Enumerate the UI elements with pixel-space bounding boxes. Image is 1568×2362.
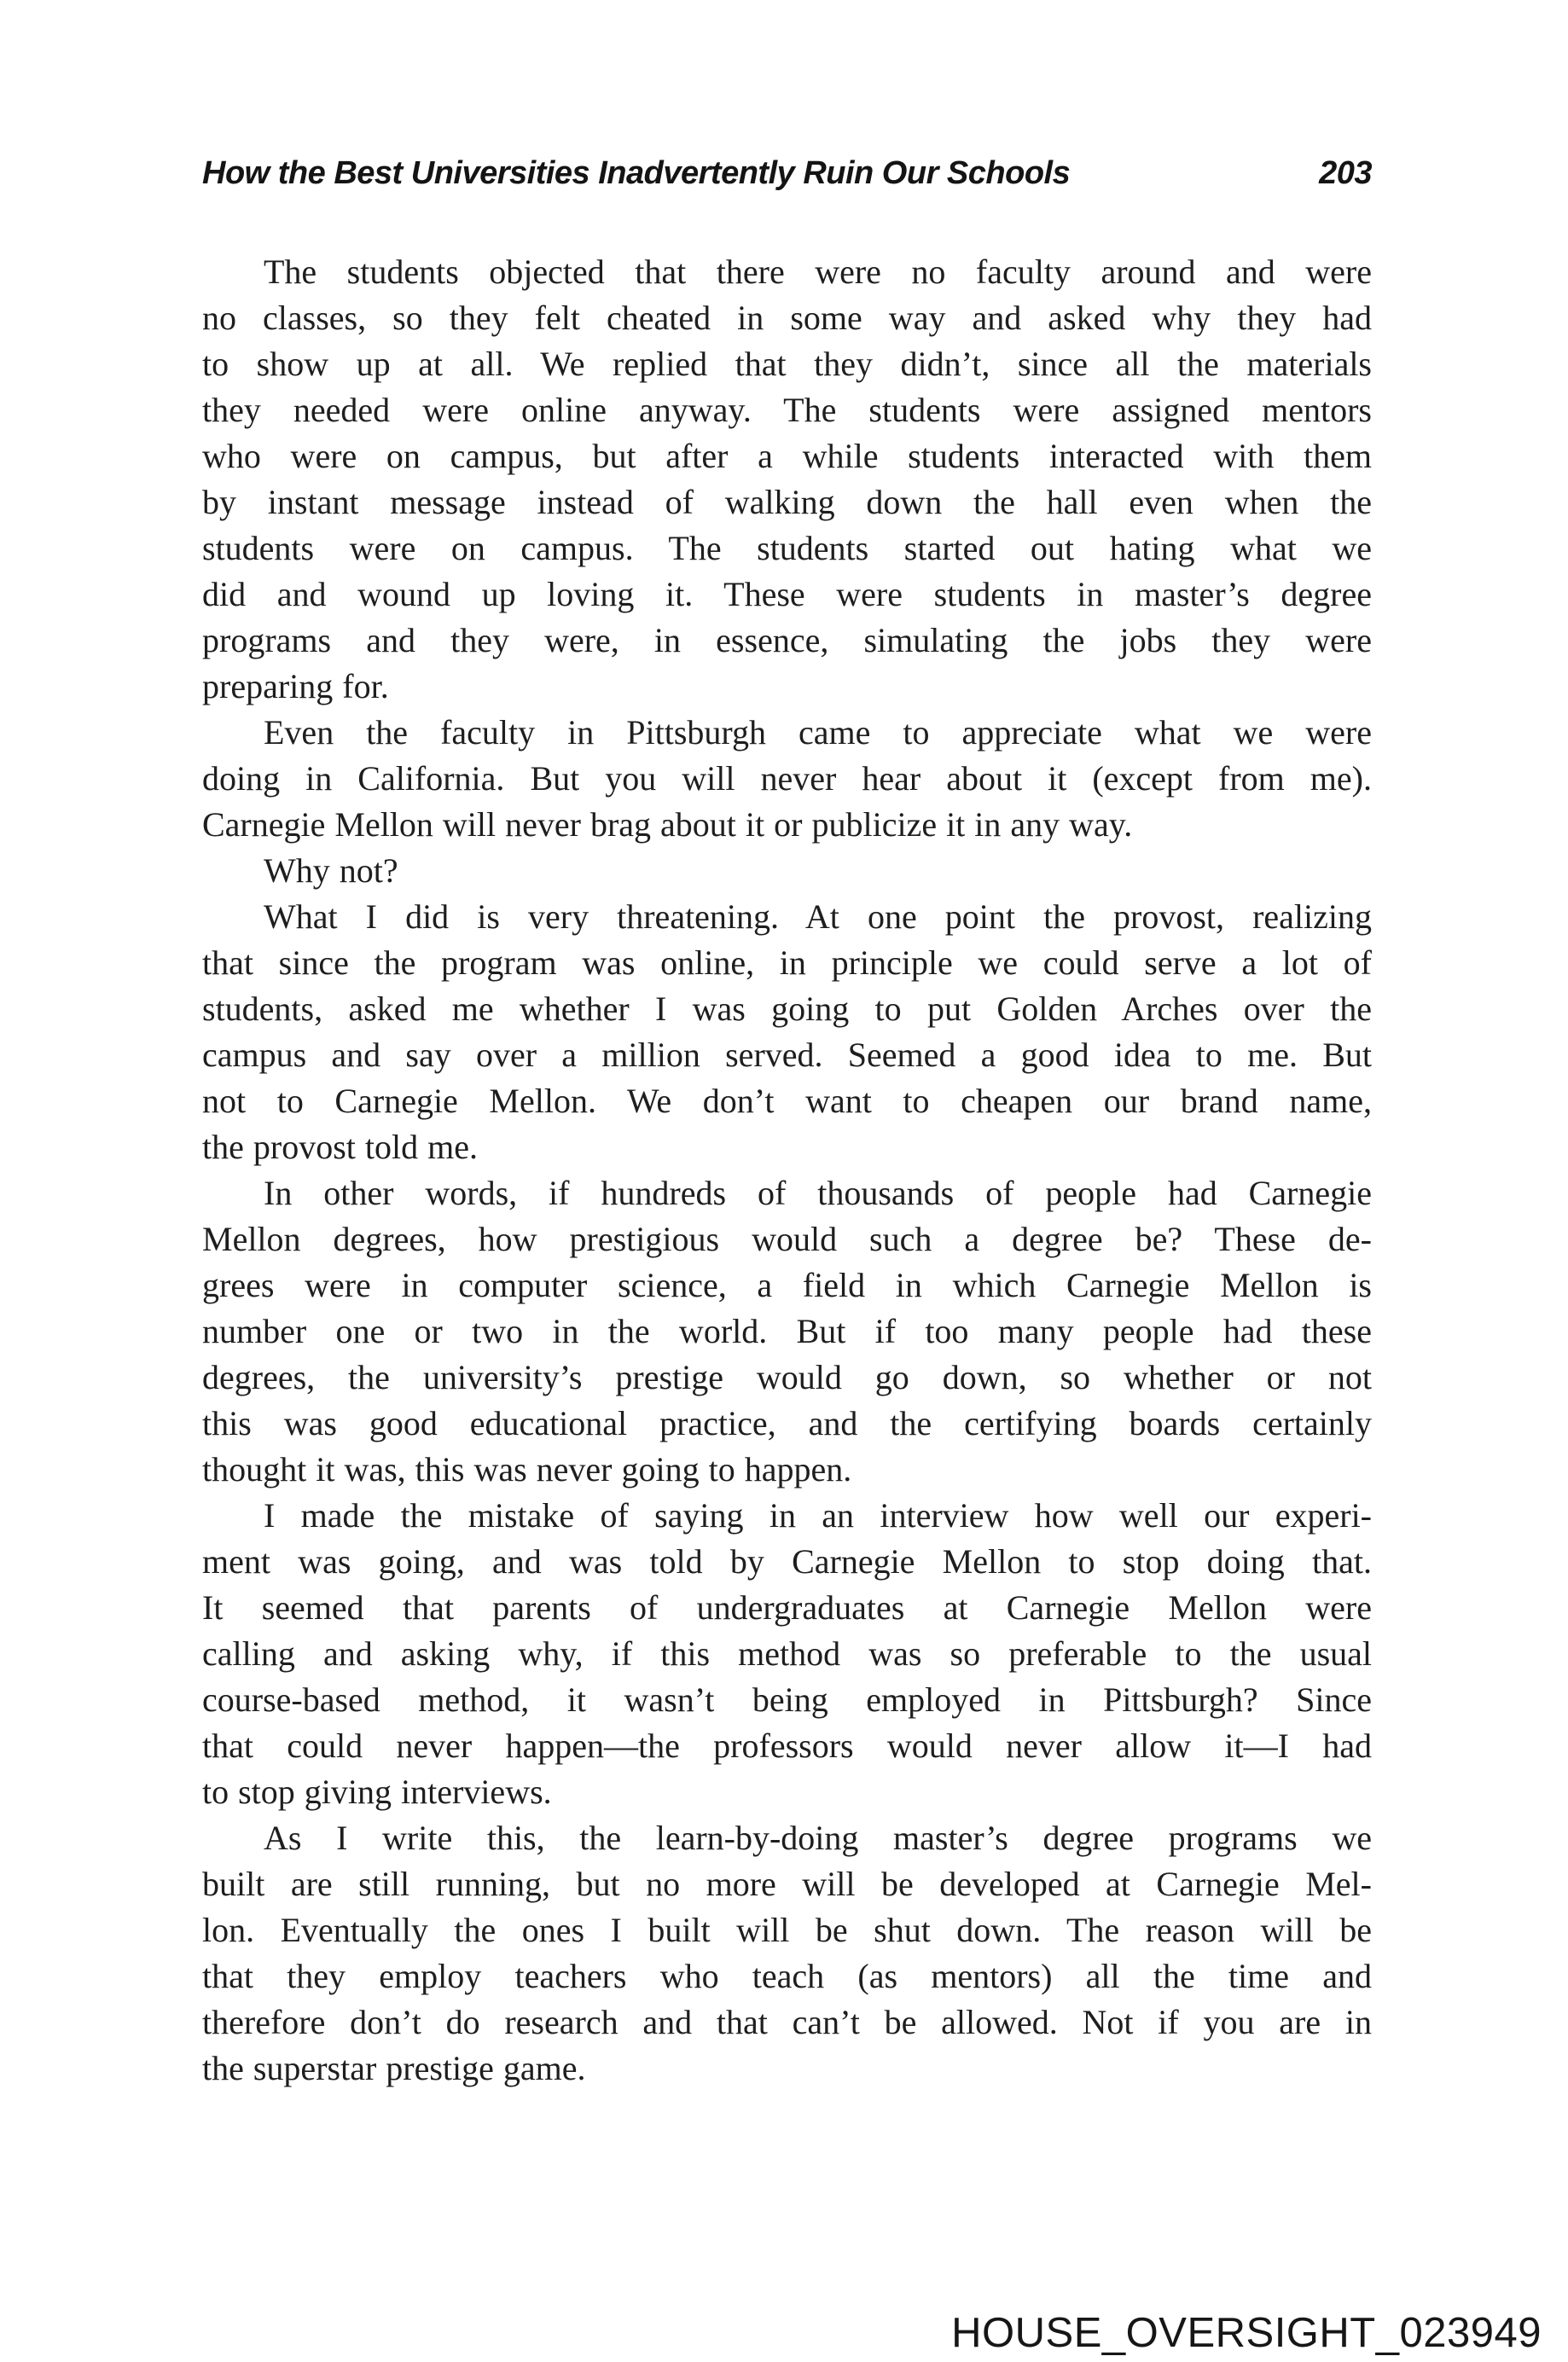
text-line: Carnegie Mellon will never brag about it or publicize it in any way. (202, 805, 1133, 844)
text-line: Mellon degrees, how prestigious would such a degree be? These de- (202, 1220, 1372, 1258)
text-line: not to Carnegie Mellon. We don’t want to cheapen our brand name, (202, 1082, 1372, 1120)
running-header (202, 155, 1372, 192)
text-line: As I write this, the learn-by-doing master’s degree programs we (264, 1819, 1372, 1857)
text-line: built are still running, but no more will be developed at Carnegie Mel- (202, 1865, 1372, 1903)
text-line: ment was going, and was told by Carnegie Mellon to stop doing that. (202, 1542, 1372, 1581)
text-line: therefore don’t do research and that can’t be allowed. Not if you are in (202, 2003, 1372, 2041)
text-line: programs and they were, in essence, simulating the jobs they were (202, 621, 1372, 659)
text-line: course-based method, it wasn’t being employed in Pittsburgh? Since (202, 1680, 1372, 1719)
text-line: did and wound up loving it. These were students in master’s degree (202, 575, 1372, 613)
chapter-title: How the Best Universities Inadvertently Ruin Our Schools (202, 155, 1071, 191)
text-line: that they employ teachers who teach (as mentors) all the time and (202, 1957, 1372, 1995)
text-line: who were on campus, but after a while students interacted with them (202, 437, 1372, 475)
watermark-label: HOUSE_OVERSIGHT_023949 (951, 2310, 1542, 2356)
text-line: degrees, the university’s prestige would go down, so whether or not (202, 1358, 1372, 1396)
text-line: the superstar prestige game. (202, 2049, 586, 2087)
text-line: this was good educational practice, and the certifying boards certainly (202, 1404, 1372, 1442)
text-line: It seemed that parents of undergraduates at Carnegie Mellon were (202, 1588, 1372, 1627)
text-line: Even the faculty in Pittsburgh came to appreciate what we were (264, 713, 1372, 752)
text-line: thought it was, this was never going to happen. (202, 1450, 852, 1489)
text-line: no classes, so they felt cheated in some way and asked why they had (202, 299, 1372, 337)
text-line: that since the program was online, in principle we could serve a lot of (202, 943, 1372, 982)
body-text (202, 249, 1372, 2092)
text-line: they needed were online anyway. The students were assigned mentors (202, 391, 1372, 429)
text-line: What I did is very threatening. At one point the provost, realizing (264, 897, 1372, 936)
text-line: to stop giving interviews. (202, 1773, 552, 1811)
text-line: that could never happen—the professors would never allow it—I had (202, 1727, 1372, 1765)
text-line: calling and asking why, if this method was so preferable to the usual (202, 1634, 1372, 1673)
text-line: Why not? (264, 851, 398, 890)
text-line: preparing for. (202, 667, 389, 705)
text-line: the provost told me. (202, 1128, 478, 1166)
text-line: by instant message instead of walking down the hall even when the (202, 483, 1372, 521)
text-column (202, 0, 1372, 2362)
text-line: doing in California. But you will never hear about it (except from me). (202, 759, 1372, 798)
text-line: students, asked me whether I was going to put Golden Arches over the (202, 989, 1372, 1028)
text-line: campus and say over a million served. Seemed a good idea to me. But (202, 1036, 1372, 1074)
text-line: The students objected that there were no faculty around and were (264, 252, 1372, 291)
text-line: lon. Eventually the ones I built will be shut down. The reason will be (202, 1911, 1372, 1949)
text-line: to show up at all. We replied that they didn’t, since all the materials (202, 345, 1372, 383)
page-number: 203 (1319, 155, 1372, 191)
text-line: number one or two in the world. But if too many people had these (202, 1312, 1372, 1350)
text-line: I made the mistake of saying in an interview how well our experi- (264, 1496, 1372, 1535)
text-line: grees were in computer science, a field in which Carnegie Mellon is (202, 1266, 1372, 1304)
text-line: students were on campus. The students started out hating what we (202, 529, 1372, 567)
text-line: In other words, if hundreds of thousands of people had Carnegie (264, 1174, 1372, 1212)
